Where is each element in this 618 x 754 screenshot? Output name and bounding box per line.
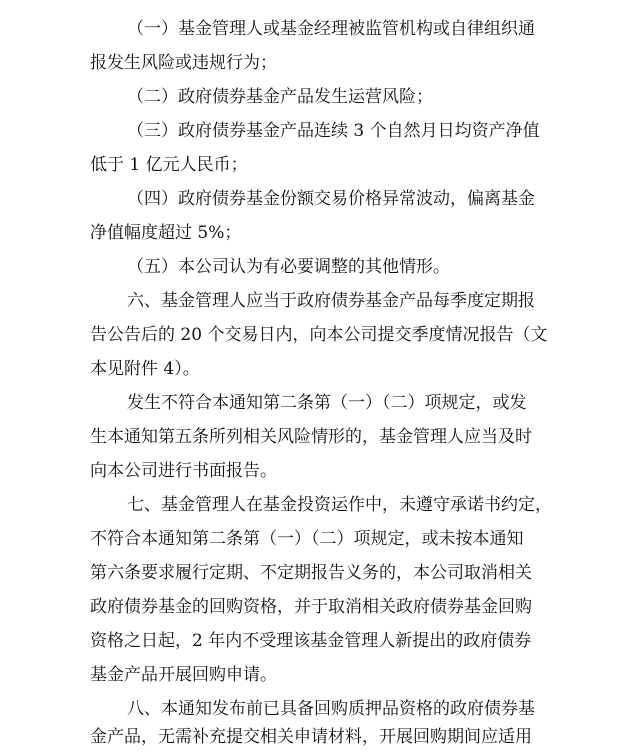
text-line: （五）本公司认为有必要调整的其他情形。 bbox=[127, 257, 450, 277]
text-line: 金产品，无需补充提交相关申请材料，开展回购期间应适用 bbox=[90, 727, 532, 747]
text-line: 报发生风险或违规行为； bbox=[90, 53, 277, 73]
text-line: （三）政府债券基金产品连续 3 个自然月日均资产净值 bbox=[127, 121, 540, 141]
text-line: 政府债券基金的回购资格，并于取消相关政府债券基金回购 bbox=[90, 597, 532, 617]
text-line: 本见附件 4）。 bbox=[90, 359, 200, 379]
text-line: 七、基金管理人在基金投资运作中，未遵守承诺书约定， bbox=[127, 495, 552, 515]
text-line: （四）政府债券基金份额交易价格异常波动，偏离基金 bbox=[127, 189, 535, 209]
text-line: 低于 1 亿元人民币； bbox=[90, 155, 248, 175]
text-line: （一）基金管理人或基金经理被监管机构或自律组织通 bbox=[127, 19, 535, 39]
text-line: 不符合本通知第二条第（一）（二）项规定，或未按本通知 bbox=[90, 529, 524, 549]
text-line: 发生不符合本通知第二条第（一）（二）项规定，或发 bbox=[127, 393, 527, 413]
text-line: 六、基金管理人应当于政府债券基金产品每季度定期报 bbox=[127, 291, 535, 311]
text-line: 基金产品开展回购申请。 bbox=[90, 665, 277, 685]
text-line: 向本公司进行书面报告。 bbox=[90, 461, 277, 481]
text-line: 资格之日起，2 年内不受理该基金管理人新提出的政府债券 bbox=[90, 631, 532, 651]
text-line: 八、本通知发布前已具备回购质押品资格的政府债券基 bbox=[127, 699, 535, 719]
text-line: （二）政府债券基金产品发生运营风险； bbox=[127, 87, 433, 107]
text-line: 第六条要求履行定期、不定期报告义务的，本公司取消相关 bbox=[90, 563, 532, 583]
text-line: 告公告后的 20 个交易日内，向本公司提交季度情况报告（文 bbox=[90, 325, 548, 345]
text-line: 净值幅度超过 5%； bbox=[90, 223, 242, 243]
text-line: 生本通知第五条所列相关风险情形的，基金管理人应当及时 bbox=[90, 427, 532, 447]
